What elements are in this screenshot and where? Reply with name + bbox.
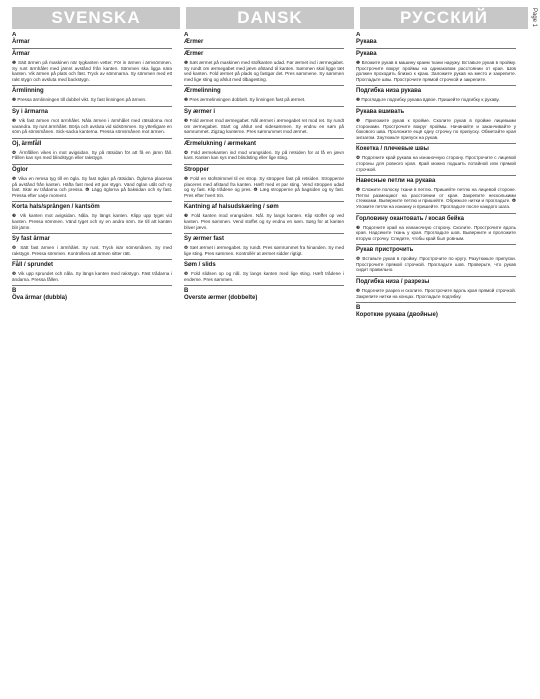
block-text: ❷ Pressa ärmlinningen till dubbel vikt. Sy fast linningen på ärmen. — [12, 97, 147, 103]
block-title: Подгибка низа / разрезы — [356, 279, 430, 286]
instruction-block — [184, 259, 344, 282]
instruction-block — [12, 48, 172, 82]
block-title: Sy ærmer i — [184, 108, 216, 115]
bottom-block — [184, 285, 344, 302]
block-title: Кокетка / плечевые швы — [356, 146, 429, 153]
section-letter: A — [356, 32, 361, 38]
language-header-russian: РУССКИЙ — [360, 7, 528, 29]
instruction-block — [184, 48, 344, 82]
instruction-block — [12, 233, 172, 256]
section-heading: Öva ärmar (dubbla) — [12, 295, 68, 302]
section-letter: A — [184, 32, 189, 38]
block-text: ❹ Подогните край рукава на изнаночную сторону. Прострочите с лицевой стороны для ровного края. Край можно подшить потайной или прямой строчкой. — [356, 155, 516, 172]
block-text: ❾ Vik upp sprundet och nåla. Sy längs kanten med rakstygn. Fäst trådarna i ändarna. Pressa fållen. — [12, 271, 172, 282]
block-title: Ärmar — [12, 51, 30, 57]
section-heading: Короткие рукава (двойные) — [356, 312, 438, 319]
column-danish — [184, 32, 344, 699]
block-text: ❼ Vik kanten mot avigsidan. Nåla. Sy längs kanten. Klipp upp tyget vid kanten. Pressa sömmen. Vänd tyget och sy en andra söm. Se till att kanten blir jämn. — [12, 213, 172, 230]
block-text: ❾ Fold slidsen op og nål. Sy langs kanten med lige sting. Hæft trådene i enderne. Pres sømmen. — [184, 271, 344, 282]
block-text: ❽ Sätt fast ärmen i ärmhålet. Sy runt. Tryck isär sömsmånen. Sy med rakstygn. Pressa sömmen. Kontrollera att ärmen sitter rätt. — [12, 245, 172, 256]
page-marker: Page 1 — [531, 8, 537, 28]
section-letter: B — [184, 288, 189, 295]
instruction-block — [12, 85, 172, 103]
instruction-block — [12, 164, 172, 198]
block-title: Ærmelinning — [184, 88, 221, 95]
block-title: Kantning af halsudskæring / søm — [184, 204, 279, 211]
block-title: Korta hals/sprängen / kantsöm — [12, 204, 100, 211]
block-text: ❶ Sæt ærmet på maskinen med stofkanten udad. Før ærmet ind i ærmegabet. Sy rundt om ærmegabet med jævn afstand til kanten. Sømmen skal ligge tæt ved kanten. Fold ærmet på plads og fastgør det. Pres sømmene. Sy sømmen med lige sting og afslut med tilbagesting. — [184, 60, 344, 82]
block-text: ❽ Sæt ærmet i ærmegabet. Sy rundt. Pres sømrummet fra hinanden. Sy med lige sting. Pres sømmen. Kontrollér at ærmet sidder rigtigt. — [184, 245, 344, 256]
instruction-block — [356, 48, 516, 82]
instruction-block — [12, 201, 172, 230]
section-heading: Ärmar — [12, 39, 30, 45]
column-swedish — [12, 32, 172, 699]
block-text: ❸ Приложите рукав к пройме. Сколите рукав в пройме лицевыми сторонами. Прострочите вокруг проймы. Начинайте и заканчивайте у бокового шва. Проложите ещё одну строчку по припуску. Обметайте края зигзагом. Заутюжьте припуск на рукав. — [356, 117, 516, 140]
block-title: Fåll / sprundet — [12, 262, 54, 269]
block-title: Рукав пристрочить — [356, 247, 414, 254]
instruction-block — [12, 259, 172, 282]
block-text: ❷ Pres ærmelinningen dobbelt. Sy linningen fast på ærmet. — [184, 97, 306, 103]
language-header-danish: DANSK — [186, 7, 354, 29]
instruction-block — [184, 201, 344, 230]
instruction-block — [184, 106, 344, 135]
section-letter: B — [12, 288, 17, 295]
block-text: ❶ Вложите рукав в машину краем ткани наружу. Вставьте рукав в пройму. Прострочите вокруг проймы на одинаковом расстоянии от края. Шов должен проходить близко к краю. Заложите рукав на место и закрепите. Прогладьте швы. Прострочите прямой строчкой и закрепите. — [356, 60, 516, 82]
block-title: Подгибка низа рукава — [356, 88, 422, 95]
block-text: ❸ Vik fast ärmen mot ärmhålet. Nåla ärmen i ärmhålet med rätsidorna mot varandra. Sy runt ärmhålet. Börja och avsluta vid sidsömmen. Sy ytterligare en söm på sömsmånen. Sick-sacka kanterna. Pressa sömsmånen mot ärmen. — [12, 117, 172, 135]
instruction-block — [356, 175, 516, 209]
block-text: ❾ Подогните разрез и сколите. Прострочите вдоль края прямой строчкой. Закрепите нитки на концах. Прогладьте подгибку. — [356, 288, 516, 299]
block-title: Sy fast ärmar — [12, 236, 51, 243]
column-russian — [356, 32, 516, 699]
block-title: Горловину окантовать / косая бейка — [356, 215, 464, 222]
section-letter: B — [356, 305, 361, 312]
section-heading: Overste ærmer (dobbelte) — [184, 295, 258, 302]
block-title: Søm / slids — [184, 262, 216, 269]
block-text: ❺ Vika en remsa tyg till en ögla. Sy fast öglan på rätsidan. Öglorna placeras på avstånd från kanten. Häfta fast med ett par stygn. Vänd öglan utåt och sy fast. Skär av trådarna och pressa. ❻ Lägg öglorna på baksidan och sy fast. Pressa efter varje moment. — [12, 175, 172, 198]
bottom-block — [356, 302, 516, 319]
block-text: ❶ Sätt ärmen på maskinen när tygkanten vetter. För in ärmen i ärmsömmen. Sy runt ärmhålet med jämnt avstånd från kanten. Sömmen ska ligga nära kanten. Vik ärmen på plats och fäst. Tryck av sömmarna. Sy sömmen med ett rakt stygn och avsluta med backstygn. — [12, 60, 172, 82]
block-title: Рукава — [356, 51, 377, 57]
instruction-block — [184, 85, 344, 103]
block-title: Sy ærmer fast — [184, 236, 225, 243]
block-title: Ærmer — [184, 51, 204, 57]
block-text: ❺ Fold en stofstrimmel til en strop. Sy stroppen fast på retsiden. Stropperne placeres med afstand fra kanten. Hæft med et par sting. Vend stroppen udad og sy fast. Klip trådene og pres. ❻ Læg stropperne på bagsiden og sy fast. Pres efter hvert trin. — [184, 175, 344, 198]
instruction-block — [184, 138, 344, 161]
block-text: ❼ Подогните край на изнаночную сторону. Сколите. Прострочите вдоль края. Надсеките ткань у края. Прогладьте шов. Выверните и проложите вторую строчку. Следите, чтобы край был ровным. — [356, 224, 516, 241]
instruction-block — [356, 276, 516, 299]
block-text: ❺ Сложите полоску ткани в петлю. Пришейте петлю на лицевой стороне. Петли размещают на расстоянии от края. Закрепите несколькими стежками. Выверните петлю и пришейте. Обрежьте нитки и прогладьте. ❻ Уложите петли на изнанку и пришейте. Прогладьте после каждого шага. — [356, 187, 516, 209]
block-title: Ærmelukning / ærmekant — [184, 140, 257, 147]
block-title: Oj, ärmfåll — [12, 140, 42, 147]
instruction-block — [184, 233, 344, 256]
block-text: ❹ Fold ærmekanten ind mod vrangsiden. Sy på retsiden for at få en jævn kant. Kanten kan sys med blindsting eller lige sting. — [184, 149, 344, 161]
section-letter: A — [12, 32, 17, 38]
block-title: Рукава вшивать — [356, 108, 405, 115]
language-header-bar — [12, 7, 528, 29]
block-text: ❷ Прогладьте подгибку рукава вдвое. Пришейте подгибку к рукаву. — [356, 97, 500, 103]
block-title: Навесные петли на рукава — [356, 178, 436, 185]
block-title: Sy i ärmarna — [12, 108, 49, 115]
instruction-block — [356, 244, 516, 273]
block-title: Stropper — [184, 166, 210, 173]
section-heading: Ærmer — [184, 39, 204, 45]
block-text: ❽ Вставьте рукав в пройму. Прострочите по кругу. Разутюжьте припуски. Прострочите прямой строчкой. Прогладьте шов. Проверьте, что рукав сидит правильно. — [356, 256, 516, 273]
instruction-block — [356, 85, 516, 103]
instruction-block — [12, 106, 172, 135]
instruction-block — [12, 138, 172, 161]
block-title: Ärmlinning — [12, 88, 44, 95]
instruction-block — [356, 213, 516, 242]
block-title: Öglor — [12, 166, 28, 173]
instruction-block — [356, 106, 516, 140]
block-text: ❸ Fold ærmet mod ærmegabet. Nål ærmet i ærmegabet ret mod ret. Sy rundt om ærmegabet. Start og afslut ved sidesømmen. Sy endnu en søm på sømrummet. Zigzag kanterne. Pres sømrummet mod ærmet. — [184, 117, 344, 135]
instruction-block — [356, 143, 516, 172]
bottom-block — [12, 285, 172, 302]
block-text: ❹ Ärmfållen vikes in mot avigsidan. Sy på rätsidan för att få en jämn fåll. Fållen kan sys med blindstygn eller rakstygn. — [12, 149, 172, 161]
block-text: ❼ Fold kanten mod vrangsiden. Nål. Sy langs kanten. Klip stoffet op ved kanten. Pres sømmen. Vend stoffet og sy endnu en søm. Sørg for at kanten bliver jævn. — [184, 213, 344, 230]
section-heading: Рукава — [356, 39, 377, 45]
language-header-swedish: SVENSKA — [12, 7, 180, 29]
instruction-block — [184, 164, 344, 198]
